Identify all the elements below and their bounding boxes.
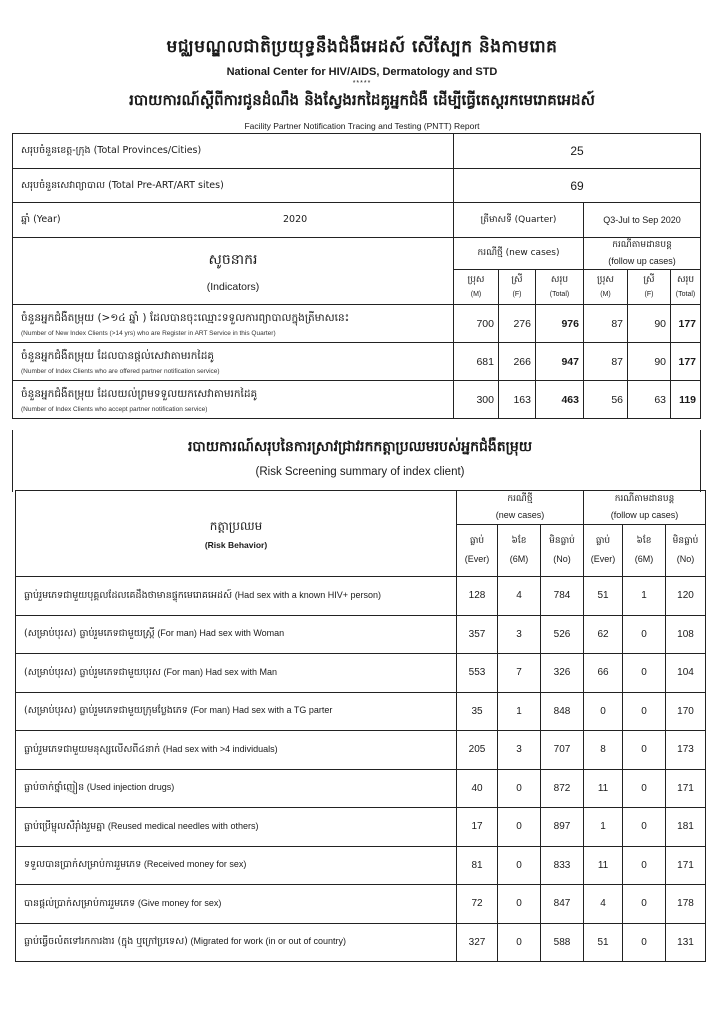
risk-behavior-header-en: (Risk Behavior) [204, 539, 268, 550]
value-new-ever: 17 [457, 808, 498, 847]
indicators-header-en: (Indicators) [206, 280, 260, 293]
indicator-label-kh: ចំនួនអ្នកជំងឺតម្រុយ ដែលយល់ព្រមទទួលយកសេវាតាមរកដៃគូ [21, 388, 258, 400]
risk-behavior-header [16, 491, 457, 577]
indicator-label-en: (Number of New Index Clients (>14 yrs) who are Register in ART Service in this Quarter) [21, 330, 276, 337]
value-follow-6m: 0 [623, 808, 666, 847]
value-follow-ever: 4 [584, 885, 623, 924]
value-new-6m: 0 [498, 846, 541, 885]
col-header-kh: ស្រី [511, 274, 523, 285]
value-follow-ever: 11 [584, 769, 623, 808]
value-new-m: 300 [454, 381, 499, 419]
value-new-ever: 40 [457, 769, 498, 808]
risk-behavior-label-en: (Give money for sex) [137, 897, 222, 908]
org-title-kh: មជ្ឈមណ្ឌលជាតិប្រយុទ្ធនឹងជំងឺអេដស៍ សើស្បែក និងកាមរោគ [166, 37, 558, 57]
col-header [536, 270, 584, 305]
risk-behavior-label-en: (Received money for sex) [143, 859, 247, 870]
risk-behavior-header-kh: កត្តាប្រឈម [209, 518, 263, 533]
value-new-ever: 128 [457, 577, 498, 616]
value-new-f: 163 [499, 381, 536, 419]
follow-up-header [584, 238, 701, 270]
risk-row [16, 923, 706, 962]
col-header-en: (M) [600, 290, 611, 298]
risk-follow-up-kh: ករណីតាមដានបន្ត [614, 494, 675, 504]
value-follow-f: 63 [628, 381, 671, 419]
indicators-header [13, 238, 454, 305]
risk-behavior-label-en: (Migrated for work (in or out of country) [190, 936, 347, 947]
value-new-no: 526 [541, 615, 584, 654]
value-new-ever: 35 [457, 692, 498, 731]
risk-col-header-kh: ៦ខែ [511, 536, 527, 546]
value-new-6m: 7 [498, 654, 541, 693]
risk-col-header-kh: មិនធ្លាប់ [549, 536, 575, 546]
value-follow-f: 90 [628, 343, 671, 381]
col-header-en: (Total) [675, 290, 696, 298]
risk-row [16, 808, 706, 847]
risk-behavior-label-kh: ធ្លាប់ចាក់ថ្នាំញៀន [24, 782, 85, 794]
risk-follow-up-header [584, 491, 706, 525]
col-header-en: (M) [470, 290, 482, 298]
value-follow-total: 177 [671, 305, 701, 343]
indicator-label [13, 381, 454, 419]
risk-behavior-label [16, 654, 457, 693]
value-follow-ever: 8 [584, 731, 623, 770]
value-follow-6m: 0 [623, 615, 666, 654]
risk-title-en: (Risk Screening summary of index client) [255, 466, 465, 478]
value-follow-ever: 1 [584, 808, 623, 847]
value-follow-6m: 0 [623, 769, 666, 808]
risk-behavior-label [16, 692, 457, 731]
sites-label: សរុបចំនួនសេវាព្យាបាល (Total Pre-ART/ART sites) [13, 169, 454, 203]
risk-behavior-label-kh: ធ្លាប់រួមភេទជាមួយបុគ្គលដែលគេដឹងថាមានផ្ទុកមេរោគអេដស៍ [24, 589, 233, 601]
risk-col-header [498, 525, 541, 577]
value-new-6m: 0 [498, 923, 541, 962]
col-header-en: (F) [512, 290, 522, 298]
risk-behavior-label-en: (For man) Had sex with Woman [157, 628, 285, 639]
value-follow-6m: 0 [623, 923, 666, 962]
indicator-row [13, 305, 701, 343]
value-new-no: 707 [541, 731, 584, 770]
value-follow-f: 90 [628, 305, 671, 343]
risk-behavior-label [16, 769, 457, 808]
col-header-en: (Total) [549, 290, 570, 298]
risk-behavior-label-kh: ធ្លាប់ធ្វើចលំតទៅរកការងារ (ក្នុង ឬក្រៅប្រទេស) [24, 936, 188, 948]
risk-col-header [666, 525, 706, 577]
year-label: ឆ្នាំ (Year) [21, 214, 61, 225]
year-cell [13, 203, 454, 238]
col-header-kh: សរុប [550, 274, 569, 285]
col-header-kh: សរុប [676, 274, 695, 285]
value-new-no: 872 [541, 769, 584, 808]
org-title-en: National Center for HIV/AIDS, Dermatology and STD [226, 66, 498, 78]
value-follow-no: 171 [666, 846, 706, 885]
value-new-f: 276 [499, 305, 536, 343]
indicator-label-kh: ចំនួនអ្នកជំងឺតម្រុយ ដែលបានផ្តល់សេវាតាមរកដៃគូ [21, 350, 215, 362]
risk-behavior-label-kh: (សម្រាប់បុរស) ធ្លាប់រួមភេទជាមួយបុរស [24, 666, 161, 678]
risk-behavior-label-en: (Used injection drugs) [86, 782, 175, 793]
risk-new-cases-header [457, 491, 584, 525]
risk-col-header [584, 525, 623, 577]
provinces-value: 25 [454, 134, 701, 169]
indicators-header-kh: សូចនាករ [208, 251, 258, 268]
col-header-kh: ប្រុស [467, 274, 485, 285]
value-follow-ever: 66 [584, 654, 623, 693]
value-follow-no: 108 [666, 615, 706, 654]
value-follow-total: 119 [671, 381, 701, 419]
value-new-6m: 3 [498, 615, 541, 654]
value-new-ever: 205 [457, 731, 498, 770]
value-follow-m: 87 [584, 343, 628, 381]
col-header-en: (F) [644, 290, 654, 298]
risk-title-kh: របាយការណ៍សរុបនៃការស្រាវជ្រាវរកកត្តាប្រឈមរបស់អ្នកជំងឺតម្រុយ [187, 439, 533, 455]
indicators-header-row [13, 238, 701, 270]
risk-behavior-label-en: (Had sex with a known HIV+ person) [234, 589, 382, 600]
risk-col-header [541, 525, 584, 577]
risk-new-cases-kh: ករណីថ្មី [507, 494, 533, 504]
indicator-label-kh: ចំនួនអ្នកជំងឺតម្រុយ (>១៤ ឆ្នាំ ) ដែលបានចុះឈ្មោះទទួលការព្យាបាលក្នុងត្រីមាសនេះ [21, 312, 350, 324]
value-follow-6m: 0 [623, 885, 666, 924]
new-cases-header: ករណីថ្មី (new cases) [454, 238, 584, 270]
value-new-total: 947 [536, 343, 584, 381]
summary-row-provinces [13, 134, 701, 169]
value-new-6m: 3 [498, 731, 541, 770]
risk-behavior-label-kh: ធ្លាប់ប្រើម្ជុលសឺរ៉ាំងរួមគ្នា [24, 820, 106, 832]
col-header [499, 270, 536, 305]
risk-col-header-en: (6M) [634, 554, 654, 564]
value-new-6m: 4 [498, 577, 541, 616]
risk-behavior-label-kh: បានផ្តល់ប្រាក់សម្រាប់ការរួមភេទ [24, 897, 136, 909]
risk-col-header-kh: ៦ខែ [636, 536, 652, 546]
quarter-value: Q3-Jul to Sep 2020 [584, 203, 701, 238]
value-new-no: 833 [541, 846, 584, 885]
value-new-ever: 357 [457, 615, 498, 654]
value-follow-ever: 62 [584, 615, 623, 654]
risk-col-header-kh: ធ្លាប់ [595, 536, 611, 546]
stars-divider: ***** [352, 80, 372, 87]
value-new-no: 326 [541, 654, 584, 693]
summary-row-sites [13, 169, 701, 203]
risk-behavior-label-kh: (សម្រាប់បុរស) ធ្លាប់រួមភេទជាមួយក្រុមប្លែងភេទ [24, 705, 188, 717]
risk-behavior-label [16, 846, 457, 885]
value-new-total: 463 [536, 381, 584, 419]
value-follow-no: 173 [666, 731, 706, 770]
value-follow-no: 120 [666, 577, 706, 616]
value-new-6m: 0 [498, 808, 541, 847]
risk-table [15, 490, 706, 962]
risk-behavior-label [16, 615, 457, 654]
risk-header-row [16, 491, 706, 525]
risk-behavior-label-kh: ធ្លាប់រួមភេទជាមួយមនុស្សលើសពី៤នាក់ [24, 743, 161, 755]
risk-table-body [16, 577, 706, 962]
value-new-ever: 327 [457, 923, 498, 962]
value-follow-no: 170 [666, 692, 706, 731]
indicator-label-en: (Number of Index Clients who are offered partner notification service) [21, 368, 220, 375]
col-header [628, 270, 671, 305]
value-follow-no: 178 [666, 885, 706, 924]
risk-behavior-label [16, 885, 457, 924]
provinces-label: សរុបចំនួនខេត្ត-ក្រុង (Total Provinces/Cities) [13, 134, 454, 169]
value-follow-no: 181 [666, 808, 706, 847]
value-follow-m: 87 [584, 305, 628, 343]
risk-col-header-en: (No) [553, 554, 571, 564]
risk-behavior-label [16, 808, 457, 847]
value-new-no: 897 [541, 808, 584, 847]
value-follow-no: 104 [666, 654, 706, 693]
value-new-ever: 553 [457, 654, 498, 693]
col-header [584, 270, 628, 305]
col-header [454, 270, 499, 305]
risk-col-header-en: (Ever) [464, 554, 490, 564]
value-new-f: 266 [499, 343, 536, 381]
value-follow-6m: 1 [623, 577, 666, 616]
risk-row [16, 692, 706, 731]
risk-behavior-label-kh: (សម្រាប់បុរស) ធ្លាប់រួមភេទជាមួយស្ត្រី [24, 628, 155, 640]
risk-row [16, 885, 706, 924]
value-follow-6m: 0 [623, 654, 666, 693]
value-follow-6m: 0 [623, 692, 666, 731]
risk-row [16, 731, 706, 770]
indicators-table [12, 133, 701, 419]
risk-col-header-kh: ធ្លាប់ [469, 536, 485, 546]
risk-follow-up-en: (follow up cases) [610, 510, 679, 520]
col-header [671, 270, 701, 305]
value-follow-ever: 11 [584, 846, 623, 885]
risk-row [16, 577, 706, 616]
sites-value: 69 [454, 169, 701, 203]
risk-section-title [15, 437, 705, 478]
risk-row [16, 769, 706, 808]
value-follow-ever: 51 [584, 923, 623, 962]
value-follow-no: 131 [666, 923, 706, 962]
value-new-no: 847 [541, 885, 584, 924]
risk-behavior-label-en: (For man) Had sex with Man [163, 666, 278, 677]
value-new-6m: 0 [498, 769, 541, 808]
col-header-kh: ប្រុស [597, 274, 614, 285]
value-follow-no: 171 [666, 769, 706, 808]
value-new-m: 681 [454, 343, 499, 381]
value-follow-ever: 0 [584, 692, 623, 731]
quarter-label: ត្រីមាសទី (Quarter) [454, 203, 584, 238]
value-new-ever: 81 [457, 846, 498, 885]
year-value: 2020 [283, 214, 308, 225]
risk-row [16, 654, 706, 693]
risk-col-header-kh: មិនធ្លាប់ [672, 536, 699, 546]
risk-behavior-label-en: (Reused medical needles with others) [107, 820, 259, 831]
summary-row-year [13, 203, 701, 238]
follow-up-header-en: (follow up cases) [608, 256, 676, 266]
risk-behavior-label-en: (Had sex with >4 individuals) [162, 743, 278, 754]
risk-col-header-en: (6M) [509, 554, 529, 564]
risk-row [16, 846, 706, 885]
risk-row [16, 615, 706, 654]
value-new-6m: 0 [498, 885, 541, 924]
follow-up-header-kh: ករណីតាមដានបន្ត [612, 240, 672, 250]
value-new-no: 588 [541, 923, 584, 962]
risk-col-header [457, 525, 498, 577]
risk-behavior-label-en: (For man) Had sex with a TG parter [190, 705, 333, 716]
report-title-en: Facility Partner Notification Tracing and Testing (PNTT) Report [244, 121, 480, 131]
indicator-label [13, 343, 454, 381]
left-border [12, 430, 13, 492]
value-new-no: 848 [541, 692, 584, 731]
value-follow-total: 177 [671, 343, 701, 381]
risk-behavior-label [16, 923, 457, 962]
risk-behavior-label [16, 731, 457, 770]
indicator-label-en: (Number of Index Clients who accept partner notification service) [21, 406, 208, 413]
indicator-label [13, 305, 454, 343]
report-title-kh: របាយការណ៍ស្តីពីការជូនដំណឹង និងស្វែងរកដៃគូអ្នកជំងឺ ដើម្បីធ្វើតេស្តរកមេរោគអេដស៍ [129, 91, 595, 109]
value-new-ever: 72 [457, 885, 498, 924]
risk-behavior-label [16, 577, 457, 616]
indicator-row [13, 343, 701, 381]
indicator-row [13, 381, 701, 419]
value-follow-6m: 0 [623, 846, 666, 885]
value-new-6m: 1 [498, 692, 541, 731]
risk-new-cases-en: (new cases) [495, 510, 545, 520]
value-follow-m: 56 [584, 381, 628, 419]
value-new-total: 976 [536, 305, 584, 343]
risk-col-header [623, 525, 666, 577]
risk-behavior-label-kh: ទទួលបានប្រាក់សម្រាប់ការរួមភេទ [24, 859, 142, 871]
value-new-m: 700 [454, 305, 499, 343]
value-new-no: 784 [541, 577, 584, 616]
value-follow-ever: 51 [584, 577, 623, 616]
risk-col-header-en: (Ever) [590, 554, 616, 564]
value-follow-6m: 0 [623, 731, 666, 770]
col-header-kh: ស្រី [643, 274, 655, 285]
risk-col-header-en: (No) [676, 554, 695, 564]
